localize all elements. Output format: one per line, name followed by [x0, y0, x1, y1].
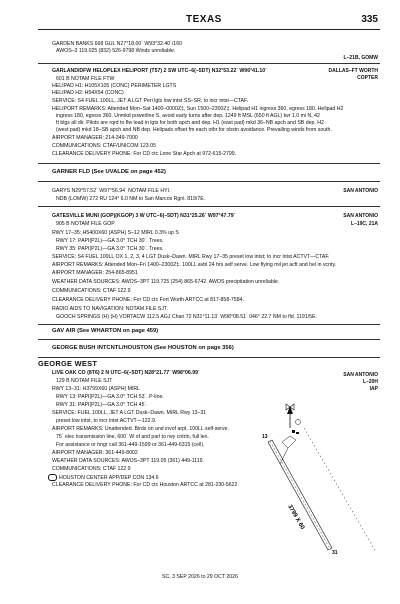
gatesville-line: COMMUNICATIONS: CTAF 122.9: [52, 288, 131, 294]
live-oak-line: RWY 13–31: H3799X60 (ASPH) MIRL: [52, 386, 141, 392]
page-number: 335: [361, 14, 378, 25]
garland-line: AIRPORT MANAGER: 214-349-7000: [52, 135, 138, 141]
garden-banks-chart-ref: L–21B, GOMW: [343, 55, 378, 61]
divider: [38, 357, 380, 358]
apron-area: [280, 430, 299, 464]
live-oak-chart-ref: L–20H: [362, 379, 378, 385]
gatesville-line: AIRPORT REMARKS: Attended Mon–Fri 1400–2300Z‡. 100LL avbl 24 hrs self serve. Low flying mil jet acft and hel in vcnty.: [52, 262, 337, 268]
divider: [38, 339, 380, 340]
gatesville-line: RWY 35: PAPI(P2L)—GA 3.0° TCH 30´. Trees.: [56, 246, 164, 252]
live-oak-line: CLEARANCE DELIVERY PHONE: For CD ctc Houston ARTCC at 281-230-5622.: [52, 482, 239, 488]
garys-region: SAN ANTONIO: [343, 188, 378, 194]
garland-line: HELIPORT REMARKS: Attended Mon–Sat 1400–0000Z‡, Sun 1500–2300Z‡. Helipad H1 ingress 360, egress 180. Helipad H2: [52, 106, 344, 112]
garland-line: ft blgs all dir. Pilots are rqrd to flw lead in lgts for both apch and dep. H1 (east pad) mkd 36–NB apch and SB dep. H2: [56, 120, 324, 126]
garland-region: DALLAS–FT WORTH: [328, 68, 378, 74]
runway-13-31: [268, 440, 332, 550]
gatesville-line: RADIO AIDS TO NAVIGATION: NOTAM FILE SJT.: [52, 306, 168, 312]
gatesville-line: AIRPORT MANAGER: 254-865-8951: [52, 270, 138, 276]
garner-crossref: GARNER FLD (See UVALDE on page 452): [52, 169, 166, 175]
live-oak-line: AIRPORT MANAGER: 361-449-8002: [52, 450, 138, 456]
garland-line: HELIPAD H2: H54X54 (CONC): [52, 90, 124, 96]
segmented-circle-icon: [296, 420, 301, 425]
divider: [38, 181, 380, 182]
gatesville-region: SAN ANTONIO: [343, 213, 378, 219]
divider: [38, 63, 380, 64]
live-oak-line: 129 B NOTAM FILE SJT: [56, 378, 113, 384]
houston-center-text: HOUSTON CENTER APP/DEP CON 134.6: [59, 474, 159, 481]
gatesville-line: WEATHER DATA SOURCES: AWOS–3PT 119.725 (254) 865-6742. AWOS precipitation unreliable.: [52, 279, 280, 285]
runway-end-31: 31: [332, 550, 338, 556]
george-bush-crossref: GEORGE BUSH INTCNTL/HOUSTON (See HOUSTON on page 356): [52, 345, 234, 351]
garland-line: SERVICE: S4 FUEL 100LL, JET A LGT Peri lgts low intst SS–SR, to incr intst—CTAF.: [52, 98, 249, 104]
gav-air-crossref: GAV AIR (See WHARTON on page 459): [52, 328, 159, 334]
live-oak-line: preset low intst, to incr intst ACTVT—122.9.: [56, 418, 157, 424]
garland-chart-ref: COPTER: [357, 75, 378, 81]
gatesville-line: 905 B NOTAM FILE GOP: [56, 221, 115, 227]
live-oak-title: LIVE OAK CO (8T6) 2 N UTC–6(–5DT) N28°21.77´ W98°06.99´: [52, 370, 200, 376]
divider: [38, 324, 380, 325]
live-oak-iap: IAP: [369, 386, 378, 392]
garland-title: GARLAND/DFW HELOPLEX HELIPORT (T57) 2 SW UTC–6(–5DT) N32°53.22´ W96°41.10´: [52, 68, 267, 74]
garland-line: (west pad) mkd 18–SB apch and NB dep. Helipads offset fm each othr for obstn avoidance. Prevailing winds from south.: [56, 127, 332, 133]
gatesville-chart-ref: L–19C, 21A: [351, 221, 378, 227]
garys-ndb: NDB (LOMW) 272 RU 124° 6.0 NM to San Marcos Rgnl. 819/7E.: [56, 196, 206, 202]
live-oak-line: 75´ elec transmission line, 600´ W of and parl to rwy cntrln, full len.: [56, 434, 209, 440]
garden-banks-title: GARDEN BANKS 668 GUL N27°18.00´ W93°32.40´/160: [52, 41, 182, 47]
garland-line: 601 B NOTAM FILE FTW: [56, 76, 115, 82]
live-oak-line: [48, 474, 159, 481]
north-arrow-icon: [286, 404, 294, 428]
header-rule: [38, 29, 380, 30]
divider: [38, 206, 380, 207]
gatesville-title: GATESVILLE MUNI (GOP)(KGOP) 3 W UTC–6(–5DT) N31°25.26´ W97°47.79´: [52, 213, 236, 219]
garland-line: ingress 180, egress 360. Unmkd powerline S, avoid early turns after dep. 1249 ft MSL (650 ft AGL) twr 1.0 mi N, 42: [56, 113, 320, 119]
garland-line: HELIPAD H1: H105X105 (CONC) PERIMETER LGTS: [52, 83, 177, 89]
garys-title: GARYS N29°57.52´ W97°56.94´ NOTAM FILE HYI.: [52, 188, 171, 194]
gatesville-line: RWY 17–35: H5400X60 (ASPH) S–12 MIRL 0.3% up S: [52, 230, 179, 236]
live-oak-line: For assistance or hngr call 361-449-1599 or 361-449-6315 (cell).: [56, 442, 205, 448]
powerline: [304, 428, 376, 552]
page-footer: SC, 3 SEP 2026 to 29 OCT 2026: [162, 574, 238, 580]
live-oak-line: WEATHER DATA SOURCES: AWOS–3PT 119.05 (361) 449-1119.: [52, 458, 204, 464]
garden-banks-awos: AWOS–3 119.025 (832) 526-9798 Winds unreliable.: [56, 48, 176, 54]
gatesville-line: CLEARANCE DELIVERY PHONE: For CD ctc Fort Worth ARTCC at 817-858-7584.: [52, 297, 244, 303]
live-oak-region: SAN ANTONIO: [343, 372, 378, 378]
page-header-state: TEXAS: [186, 14, 222, 25]
gatesville-line: RWY 17: PAPI(P2L)—GA 3.0° TCH 30´. Trees.: [56, 238, 164, 244]
live-oak-line: AIRPORT REMARKS: Unattended. Birds on and invof arpt. 100LL self-serve.: [52, 426, 229, 432]
live-oak-line: COMMUNICATIONS: CTAF 122.9: [52, 466, 131, 472]
airport-diagram: [248, 402, 378, 557]
garland-line: COMMUNICATIONS: CTAF/UNICOM 123.05: [52, 143, 156, 149]
runway-end-13: 13: [262, 434, 268, 440]
divider: [38, 163, 380, 164]
live-oak-line: SERVICE: FUEL 100LL, JET A LGT Dusk–Dawn. MIRL Rwy 13–31: [52, 410, 207, 416]
runway-dimension-label: 3799 X 60: [286, 504, 306, 531]
houston-center-symbol-icon: [48, 474, 57, 481]
live-oak-line: RWY 31: PAPI(P2L)—GA 3.0° TCH 45´.: [56, 402, 148, 408]
live-oak-line: RWY 13: PAPI(P2L)—GA 3.0° TCH 53´. P-line.: [56, 394, 164, 400]
gatesville-line: GOOCH SPRINGS (H) (H) VORTACW 112.5 AGJ Chan 72 N31°11.13´ W98°08.51´ 046° 22.7 NM to fld. 1191/5E.: [56, 314, 317, 320]
gatesville-line: SERVICE: S4 FUEL 100LL OX 1, 2, 3, 4 LGT Dusk–Dawn. MIRL Rwy 17–35 preset low intst; to incr intst ACTVT—CTAF.: [52, 254, 330, 260]
city-heading: GEORGE WEST: [38, 359, 98, 368]
garland-line: CLEARANCE DELIVERY PHONE: For CD ctc Lone Star Apch at 972-615-2799.: [52, 151, 237, 157]
